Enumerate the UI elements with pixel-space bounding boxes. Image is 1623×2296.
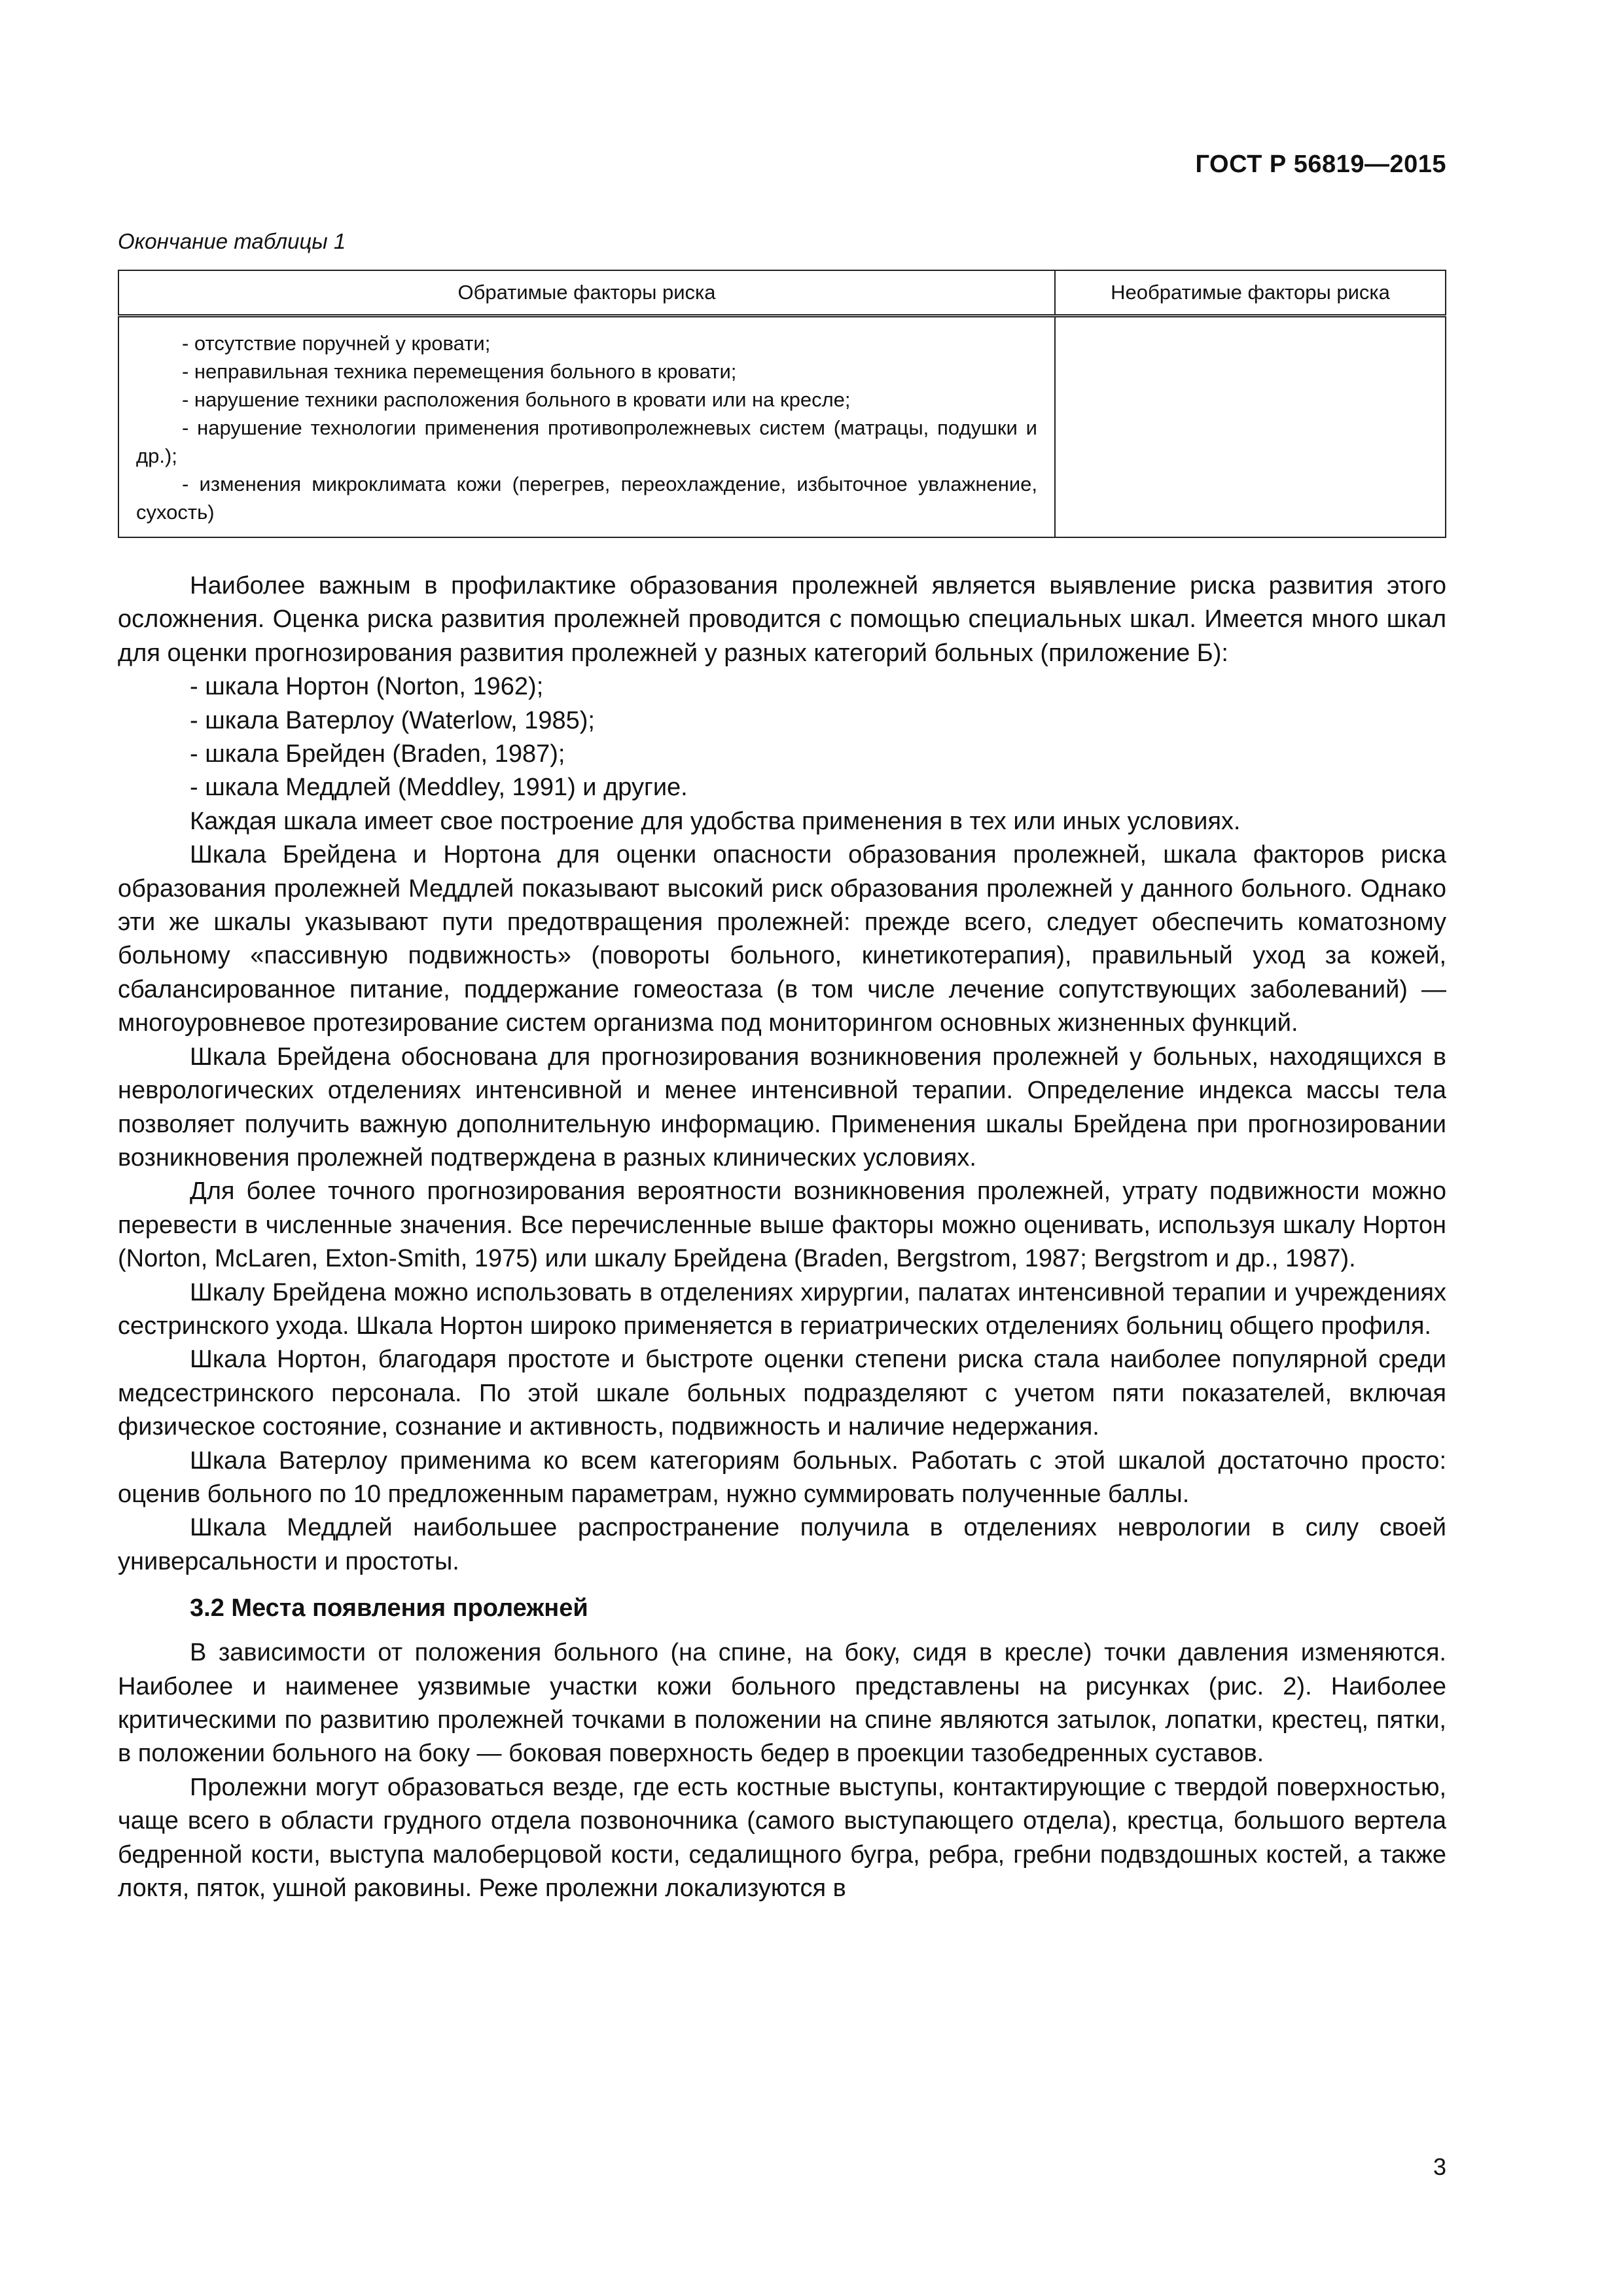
list-item: - неправильная техника перемещения больного в кровати; <box>182 360 737 383</box>
table-header-reversible: Обратимые факторы риска <box>118 270 1055 316</box>
list-item: - шкала Ватерлоу (Waterlow, 1985); <box>190 706 595 734</box>
paragraph: Шкала Меддлей наибольшее распространение получила в отделениях неврологии в силу своей универсальности и простоты. <box>118 1514 1446 1575</box>
paragraph: Шкала Нортон, благодаря простоте и быстроте оценки степени риска стала наиболее популярной среди медсестринского персонала. По этой шкале больных подразделяют с учетом пяти показателей, включая физическое состояние, сознание и активность, подвижность и наличие недержания. <box>118 1346 1446 1441</box>
document-code: ГОСТ Р 56819—2015 <box>1195 151 1446 178</box>
paragraph: Для более точного прогнозирования вероятности возникновения пролежней, утрату подвижности можно перевести в численные значения. Все перечисленные выше факторы можно оценивать, используя шкалу Нортон (Norton, McLaren, Exton-Smith, 1975) или шкалу Брейдена (Braden, Bergstrom, 1987; Bergstrom и др., 1987). <box>118 1177 1446 1273</box>
list-item: - шкала Нортон (Norton, 1962); <box>190 673 544 701</box>
body-text <box>118 569 1446 1905</box>
paragraph: Шкалу Брейдена можно использовать в отделениях хирургии, палатах интенсивной терапии и учреждениях сестринского ухода. Шкала Нортон широко применяется в гериатрических отделениях больниц общего профиля. <box>118 1278 1446 1340</box>
table-cell-irreversible <box>1055 316 1446 538</box>
list-item: - изменения микроклимата кожи (перегрев, переохлаждение, избыточное увлажнение, сухость) <box>136 473 1037 524</box>
table-header-irreversible: Необратимые факторы риска <box>1055 270 1446 316</box>
paragraph: Пролежни могут образоваться везде, где есть костные выступы, контактирующие с твердой поверхностью, чаще всего в области грудного отдела позвоночника (самого выступающего отдела), крестца, большого вертела бедренной кости, выступа малоберцовой кости, седалищного бугра, ребра, гребни подвздошных костей, а также локтя, пяток, ушной раковины. Реже пролежни локализуются в <box>118 1773 1446 1903</box>
paragraph: Шкала Брейдена обоснована для прогнозирования возникновения пролежней у больных, находящихся в неврологических отделениях интенсивной и менее интенсивной терапии. Определение индекса массы тела позволяет получить важную дополнительную информацию. Применения шкалы Брейдена при прогнозировании возникновения пролежней подтверждена в разных клинических условиях. <box>118 1043 1446 1172</box>
risk-factors-table <box>118 270 1446 538</box>
table-row <box>118 316 1446 538</box>
table-caption: Окончание таблицы 1 <box>118 229 346 253</box>
paragraph: В зависимости от положения больного (на спине, на боку, сидя в кресле) точки давления изменяются. Наиболее и наименее уязвимые участки кожи больного представлены на рисунках (рис. 2). Наиболее критическими по развитию пролежней точками в положении на спине являются затылок, лопатки, крестец, пятки, в положении больного на боку — боковая поверхность бедер в проекции тазобедренных суставов. <box>118 1639 1446 1768</box>
paragraph: Наиболее важным в профилактике образования пролежней является выявление риска развития этого осложнения. Оценка риска развития пролежней проводится с помощью специальных шкал. Имеется много шкал для оценки прогнозирования развития пролежней у разных категорий больных (приложение Б): <box>118 572 1446 667</box>
list-item: - шкала Брейден (Braden, 1987); <box>190 740 565 768</box>
list-item: - нарушение технологии применения противопролежневых систем (матрацы, подушки и др.); <box>136 416 1037 467</box>
table-cell-reversible <box>118 316 1055 538</box>
section-heading: 3.2 Места появления пролежней <box>190 1594 588 1623</box>
paragraph: Шкала Ватерлоу применима ко всем категориям больных. Работать с этой шкалой достаточно просто: оценив больного по 10 предложенным параметрам, нужно суммировать полученные баллы. <box>118 1446 1446 1508</box>
list-item: - шкала Меддлей (Meddley, 1991) и другие. <box>190 774 688 802</box>
list-item: - отсутствие поручней у кровати; <box>182 332 491 355</box>
list-item: - нарушение техники расположения больного в кровати или на кресле; <box>182 388 851 411</box>
page-number: 3 <box>1433 2153 1446 2180</box>
table-header-row <box>118 270 1446 316</box>
paragraph: Каждая шкала имеет свое построение для удобства применения в тех или иных условиях. <box>190 807 1241 835</box>
paragraph: Шкала Брейдена и Нортона для оценки опасности образования пролежней, шкала факторов риска образования пролежней Меддлей показывают высокий риск образования пролежней у данного больного. Однако эти же шкалы указывают пути предотвращения пролежней: прежде всего, следует обеспечить коматозному больному «пассивную подвижность» (повороты больного, кинетикотерапия), правильный уход за кожей, сбалансированное питание, поддержание гомеостаза (в том числе лечение сопутствующих заболеваний) — многоуровневое протезирование систем организма под мониторингом основных жизненных функций. <box>118 841 1446 1037</box>
